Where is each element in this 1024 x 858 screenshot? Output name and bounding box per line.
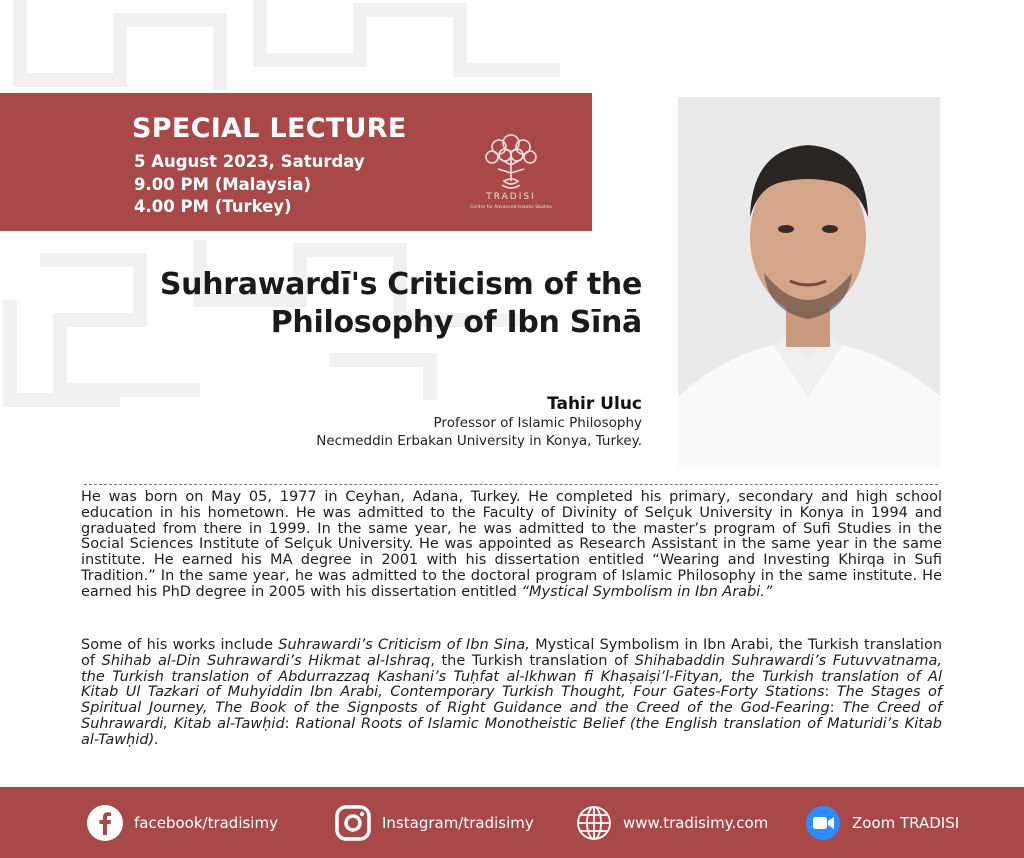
zoom-link[interactable] [804, 787, 959, 858]
logo-tagline: Centre for Advanced Islamic Studies [470, 205, 552, 210]
bio-p2-b: Suhrawardi’s Criticism of Ibn Sina, [278, 637, 530, 653]
lecture-title-line1: Suhrawardī's Criticism of the [159, 267, 642, 302]
event-date: 5 August 2023, Saturday [134, 152, 365, 171]
event-time-turkey: 4.00 PM (Turkey) [134, 197, 292, 216]
instagram-link[interactable] [334, 787, 534, 858]
bio-p2-h: The Stages of Spiritual Journey, The Book of the Signposts of Right Guidance and the Creed of the God-Fearing [81, 684, 942, 717]
bio-p2-l: Rational Roots of Islamic Monotheistic Belief (the English translation of Maturidi’s Kitab al-Tawḥid). [81, 715, 942, 748]
speaker-position: Professor of Islamic Philosophy [433, 415, 642, 431]
facebook-label: facebook/tradisimy [134, 813, 278, 832]
speaker-photo [678, 97, 940, 468]
lecture-title [82, 266, 642, 342]
bio-p2-c: Mystical Symbolism in Ibn Arabi, the Turkish translation of [81, 637, 943, 669]
bio-p2-a: Some of his works include [81, 637, 279, 653]
bio-p2-d: Shihab al-Din Suhrawardi’s Hikmat al-Ishraq [101, 652, 431, 669]
bio-paragraph-1 [81, 490, 942, 601]
bio-p1-text: He was born on May 05, 1977 in Ceyhan, Adana, Turkey. He completed his primary, secondary and high school education in his hometown. He was admitted to the Faculty of Divinity of Selçuk University in Konya in 1994 and graduated from there in 1999. In the same year, he was admitted to the master’s program of Sufi Studies in the Social Sciences Institute of Selçuk University. He was appointed as Research Assistant in the same year in the same institute. He earned his MA degree in 2001 with his dissertation entitled “Wearing and Investing Khirqa in Sufi Tradition.” In the same year, he was admitted to the doctoral program of Islamic Philosophy in the same institute. He earned his PhD degree in 2005 with his dissertation entitled [81, 489, 942, 600]
instagram-icon [334, 804, 372, 842]
bio-p2-g: : [824, 684, 837, 701]
speaker-name: Tahir Uluc [547, 394, 642, 414]
bio-p2-e: , the Turkish translation of [430, 652, 635, 669]
logo-name: TRADISI [486, 192, 536, 202]
facebook-icon [86, 804, 124, 842]
bio-p2-k: : [284, 715, 296, 732]
bio-p1-italic: “Mystical Symbolism in Ibn Arabi.” [521, 583, 773, 600]
lecture-title-line2: Philosophy of Ibn Sīnā [270, 305, 642, 340]
event-time-malaysia: 9.00 PM (Malaysia) [134, 175, 311, 194]
section-divider [84, 484, 938, 485]
website-link[interactable] [575, 787, 768, 858]
globe-icon [575, 804, 613, 842]
bio-p2-f: Shihabaddin Suhrawardi’s Futuvvatnama, the Turkish translation of Abdurrazzaq Kashani’s Tuḥfat al-Ikhwan fi Khaṣaiṣi’l-Fityan, the Turkish translation of Al Kitab Ul Tazkari of Muhyiddin Ibn Arabi, Contemporary Turkish Thought, Four Gates-Forty Stations [81, 652, 943, 701]
website-label: www.tradisimy.com [623, 813, 769, 832]
facebook-link[interactable] [86, 787, 278, 858]
bio-paragraph-2 [81, 638, 942, 749]
banner-heading: SPECIAL LECTURE [132, 113, 407, 144]
zoom-label: Zoom TRADISI [852, 813, 960, 832]
footer-bar [0, 787, 1024, 858]
instagram-label: Instagram/tradisimy [382, 813, 534, 832]
speaker-portrait-illustration [678, 97, 940, 468]
speaker-affiliation: Necmeddin Erbakan University in Konya, Turkey. [316, 433, 642, 449]
bio-p2-j: The Creed of Suhrawardi, Kitab al-Tawḥid [81, 700, 943, 732]
zoom-icon [804, 804, 842, 842]
bio-p2-i: : [829, 700, 843, 717]
